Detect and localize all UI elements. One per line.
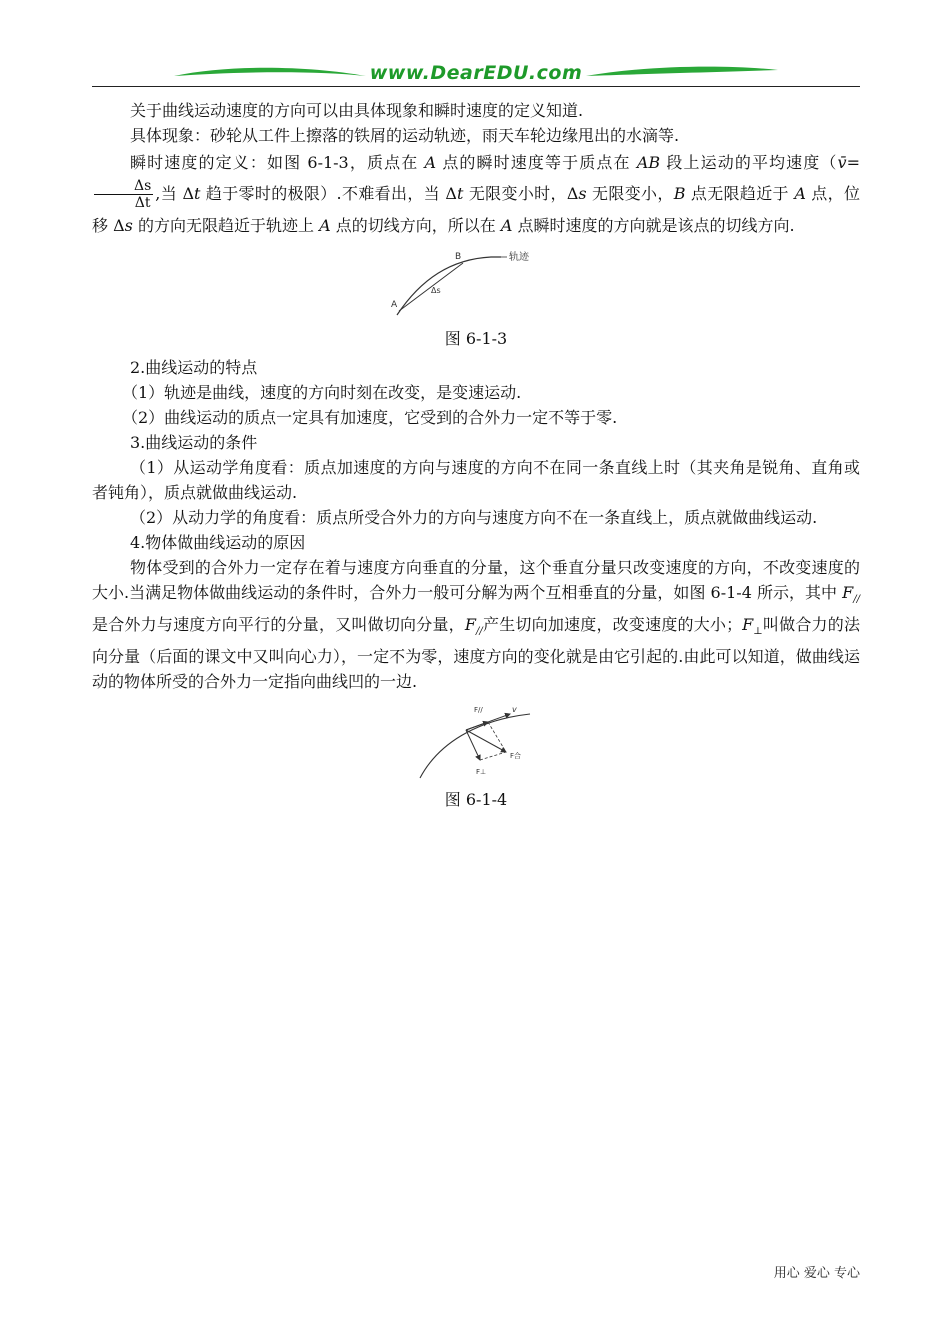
page-footer: 用心 爱心 专心 bbox=[773, 1266, 860, 1281]
trajectory-curve bbox=[397, 257, 501, 315]
figure-6-1-4 bbox=[416, 700, 536, 782]
figure-6-1-3 bbox=[391, 249, 561, 321]
section-2-item-1: （1）轨迹是曲线，速度的方向时刻在改变，是变速运动. bbox=[122, 383, 522, 402]
section-2-title: 2.曲线运动的特点 bbox=[130, 358, 258, 377]
paragraph-phenomena: 具体现象：砂轮从工件上擦落的铁屑的运动轨迹，雨天车轮边缘甩出的水滴等. bbox=[130, 126, 680, 145]
dashed-construction-2 bbox=[480, 752, 506, 760]
paragraph-intro: 关于曲线运动速度的方向可以由具体现象和瞬时速度的定义知道. bbox=[130, 101, 584, 120]
v-bar-symbol: v̄ bbox=[837, 153, 847, 172]
figure-caption-6-1-4: 图 6-1-4 bbox=[444, 790, 508, 810]
page-content bbox=[92, 98, 860, 816]
fraction-ds-dt: $\frac{\Delta s}{\Delta t}$ bbox=[94, 178, 153, 211]
label-f-resultant: F合 bbox=[510, 752, 522, 761]
section-3-item-2: （2）从动力学的角度看：质点所受合外力的方向与速度方向不在一条直线上，质点就做曲线运动. bbox=[130, 508, 818, 527]
f-resultant-vector bbox=[466, 730, 506, 752]
section-4-body: 物体受到的合外力一定存在着与速度方向垂直的分量，这个垂直分量只改变速度的方向，不改变速度的大小.当满足物体做曲线运动的条件时，合外力一般可分解为两个互相垂直的分量，如图 6-1-4 所示，其中 $F_{//}$是合外力与速度方向平行的分量，又叫做切向分量，$F_{//}$产生切向加速度，改变速度的大小；$F_\perp$叫做合力的法向分量（后面的课文中又叫向心力），一定不为零，速度方向的变化就是由它引起的.由此可以知道，做曲线运动的物体所受的合外力一定指向曲线凹的一边. bbox=[92, 558, 860, 692]
section-2-item-2: （2）曲线运动的质点一定具有加速度，它受到的合外力一定不等于零. bbox=[122, 408, 618, 427]
label-b: B bbox=[455, 252, 462, 262]
label-track: 轨迹 bbox=[509, 252, 529, 263]
force-decomposition-diagram bbox=[416, 700, 536, 782]
page-header bbox=[92, 60, 860, 90]
section-3-title: 3.曲线运动的条件 bbox=[130, 433, 258, 452]
section-4-title: 4.物体做曲线运动的原因 bbox=[130, 533, 306, 552]
label-f-parallel: F// bbox=[474, 706, 483, 715]
label-f-perpendicular: F⊥ bbox=[476, 768, 487, 777]
label-delta-s: Δs bbox=[431, 286, 441, 295]
figure-caption-6-1-3: 图 6-1-3 bbox=[444, 329, 508, 348]
f-perpendicular-vector bbox=[466, 730, 480, 760]
header-rule bbox=[92, 86, 860, 87]
site-logo-text[interactable]: www.DearEDU.com bbox=[369, 62, 583, 84]
label-v: v bbox=[512, 705, 517, 715]
f-parallel-vector bbox=[466, 722, 488, 730]
paragraph-definition: 瞬时速度的定义：如图 6-1-3，质点在 A 点的瞬时速度等于质点在 AB 段上运动的平均速度（v̄= $\frac{\Delta s}{\Delta t}$ ,当 Δt 趋于零时的极限）.不难看出，当 Δt 无限变小时，Δs 无限变小，B 点无限趋近于 A 点，位移 Δs 的方向无限趋近于轨迹上 A 点的切线方向，所以在 A 点瞬时速度的方向就是该点的切线方向. bbox=[92, 153, 860, 235]
section-3-item-1: （1）从运动学角度看：质点加速度的方向与速度的方向不在同一条直线上时（其夹角是锐角、直角或者钝角），质点就做曲线运动. bbox=[92, 458, 860, 502]
label-a: A bbox=[391, 300, 398, 310]
trajectory-diagram bbox=[391, 249, 561, 321]
motion-curve bbox=[420, 714, 530, 778]
